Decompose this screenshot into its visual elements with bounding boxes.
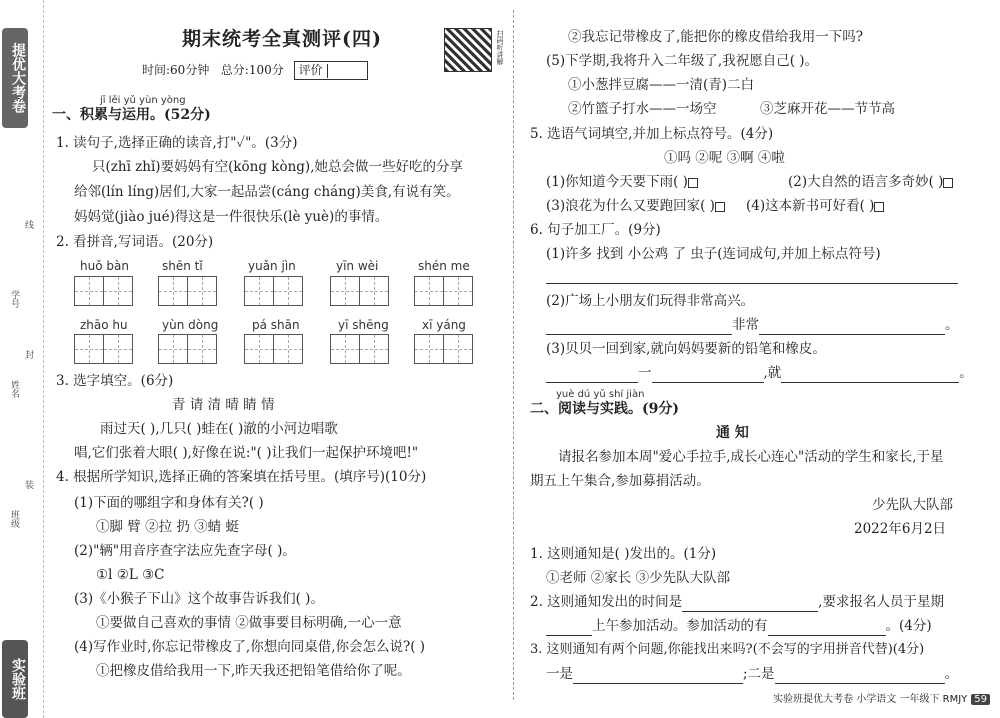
- q5-item-1: (1)你知道今天要下雨( ): [546, 173, 698, 192]
- exam-score: 总分:100分: [220, 63, 284, 77]
- pinyin-9: yī shēng: [338, 318, 389, 332]
- q4-line-6: ①要做自己喜欢的事情 ②做事要目标明确,一心一意: [96, 615, 402, 631]
- section1-pinyin: jī lěi yǔ yùn yòng: [100, 95, 186, 106]
- q4-title: 4. 根据所学知识,选择正确的答案填在括号里。(填序号)(10分): [56, 469, 427, 485]
- notice-sign: 少先队大队部: [872, 497, 953, 513]
- r3-one: 一是: [546, 666, 573, 682]
- r3-blank-2[interactable]: [775, 683, 945, 684]
- write-box-1[interactable]: [74, 276, 132, 306]
- label-seal-line: 线: [23, 220, 33, 229]
- q4-line-2: ①脚 臂 ②拉 扔 ③蜻 蜓: [96, 519, 239, 535]
- q3-chars: 青 请 清 晴 睛 情: [172, 397, 275, 413]
- q5-words: ①吗 ②呢 ③啊 ④啦: [664, 150, 785, 166]
- r3-two: ;二是: [743, 666, 775, 682]
- exam-meta: [142, 61, 368, 80]
- q5-item-4: (4)这本新书可好看( ): [746, 197, 884, 216]
- q4-line-5: (3)《小猴子下山》这个故事告诉我们( )。: [74, 591, 324, 607]
- notice-body-1: 请报名参加本周"爱心手拉手,成长心连心"活动的学生和家长,于星: [558, 449, 944, 465]
- r3-answer: [546, 665, 958, 684]
- pinyin-3: yuǎn jìn: [248, 259, 296, 273]
- qr-code-icon[interactable]: [444, 28, 492, 72]
- label-bind: 装: [23, 480, 33, 489]
- write-box-10[interactable]: [414, 334, 472, 364]
- r2-b: ,要求报名人员于星期: [818, 594, 944, 610]
- write-box-8[interactable]: [244, 334, 302, 364]
- q4-5-opt-2: ②竹篮子打水——一场空: [568, 101, 717, 117]
- q4-line-8: ①把橡皮借给我用一下,昨天我还把铅笔借给你了呢。: [96, 663, 411, 679]
- r3-title: 3. 这则通知有两个问题,你能找出来吗?(不会写的字用拼音代替)(4分): [530, 642, 925, 657]
- right-page: [528, 0, 990, 718]
- q6-2-answer[interactable]: 非常 。: [546, 316, 959, 335]
- q1-line-2: 给邻(lín líng)居们,大家一起品尝(cáng cháng)美食,有说有笑。: [74, 184, 460, 200]
- q4-line-4: ①l ②L ③C: [96, 567, 165, 583]
- label-seal: 封: [23, 350, 33, 359]
- pinyin-8: pá shān: [252, 318, 300, 332]
- footer: [773, 690, 990, 705]
- pinyin-2: shēn tǐ: [162, 259, 203, 273]
- r1-title: 1. 这则通知是( )发出的。(1分): [530, 546, 717, 562]
- q4-line-1: (1)下面的哪组字和身体有关?( ): [74, 495, 264, 511]
- notice-title: 通 知: [716, 425, 749, 441]
- q2-title: 2. 看拼音,写词语。(20分): [56, 234, 214, 250]
- q1-line-3: 妈妈觉(jiào jué)得这是一件很快乐(lè yuè)的事情。: [74, 209, 389, 225]
- section2-heading: 二、阅读与实践。(9分): [530, 401, 679, 417]
- q6-1: (1)许多 找到 小公鸡 了 虫子(连词成句,并加上标点符号): [546, 246, 881, 262]
- pinyin-1: huǒ bàn: [80, 259, 129, 273]
- r2-d: 。(4分): [885, 618, 932, 634]
- q6-title: 6. 句子加工厂。(9分): [530, 222, 661, 238]
- notice-body-2: 期五上午集合,参加募捐活动。: [530, 473, 710, 489]
- q5-checkbox-3[interactable]: [715, 202, 725, 212]
- page-title: 期末统考全真测评(四): [182, 28, 382, 50]
- r3-blank-1[interactable]: [573, 683, 743, 684]
- write-box-5[interactable]: [414, 276, 472, 306]
- pinyin-6: zhāo hu: [80, 318, 128, 332]
- brand-tab-bottom: 实验班: [2, 640, 28, 718]
- q4-line-7: (4)写作业时,你忘记带橡皮了,你想向同桌借,你会怎么说?( ): [74, 639, 426, 655]
- q4-option-2: ②我忘记带橡皮了,能把你的橡皮借给我用一下吗?: [568, 29, 864, 45]
- page-divider: [513, 10, 514, 700]
- write-box-6[interactable]: [74, 334, 132, 364]
- write-box-7[interactable]: [158, 334, 216, 364]
- r2-a: 2. 这则通知发出的时间是: [530, 594, 683, 610]
- q5-checkbox-2[interactable]: [943, 178, 953, 188]
- q1-line-1: 只(zhī zhǐ)要妈妈有空(kōng kòng),她总会做一些好吃的分享: [92, 159, 463, 175]
- label-class: 班级: [9, 510, 19, 528]
- exam-time: 时间:60分钟: [142, 63, 210, 77]
- q6-3-answer[interactable]: 一 ,就 。: [546, 364, 973, 383]
- section2-pinyin: yuè dú yǔ shí jiàn: [556, 389, 645, 400]
- q3-line-2: 唱,它们张着大眼( ),好像在说:"( )让我们一起保护环境吧!": [74, 445, 419, 461]
- q1-title: 1. 读句子,选择正确的读音,打"✓"。(3分): [56, 135, 298, 151]
- q5-title: 5. 选语气词填空,并加上标点符号。(4分): [530, 126, 774, 142]
- q4-5-opt-1: ①小葱拌豆腐——一清(青)二白: [568, 77, 755, 93]
- q6-1-answer-line[interactable]: [546, 270, 958, 284]
- pinyin-7: yùn dòng: [162, 318, 219, 332]
- evaluation-blank[interactable]: [327, 64, 363, 78]
- q5-checkbox-4[interactable]: [874, 202, 884, 212]
- write-box-3[interactable]: [244, 276, 302, 306]
- q3-line-1: 雨过天( ),几只( )蛙在( )澈的小河边唱歌: [100, 421, 338, 437]
- page-number: 59: [971, 694, 990, 705]
- q6-3-jiu: ,就: [763, 365, 782, 381]
- pinyin-4: yīn wèi: [336, 259, 379, 273]
- q4-line-3: (2)"辆"用音序查字法应先查字母( )。: [74, 543, 296, 559]
- pinyin-10: xī yáng: [422, 318, 466, 332]
- r1-options: ①老师 ②家长 ③少先队大队部: [546, 570, 731, 586]
- left-page: [52, 0, 502, 718]
- q6-3: (3)贝贝一回到家,就向妈妈要新的铅笔和橡皮。: [546, 341, 826, 357]
- brand-tab-top: 提优大考卷: [2, 28, 28, 128]
- notice-date: 2022年6月2日: [854, 521, 947, 537]
- r2-c: 上午参加活动。参加活动的有: [592, 618, 768, 634]
- binding-strip: [0, 0, 44, 718]
- section1-heading: 一、积累与运用。(52分): [52, 107, 211, 123]
- q5-item-3: (3)浪花为什么又要跑回家( ): [546, 197, 725, 216]
- q4-5-opt-3: ③芝麻开花——节节高: [760, 101, 895, 117]
- q6-3-dash: 一: [638, 365, 652, 381]
- q4-5: (5)下学期,我将升入二年级了,我祝愿自己( )。: [546, 53, 819, 69]
- r2-blank-1[interactable]: [682, 611, 818, 612]
- q3-title: 3. 选字填空。(6分): [56, 373, 174, 389]
- r2-blank-2[interactable]: [546, 635, 592, 636]
- q5-checkbox-1[interactable]: [688, 178, 698, 188]
- evaluation-label: 评价: [298, 63, 323, 77]
- footer-text: 实验班提优大考卷 小学语文 一年级下 RMJY: [773, 694, 968, 705]
- q5-item-2: (2)大自然的语言多奇妙( ): [788, 173, 953, 192]
- r2-line-2: [546, 617, 932, 636]
- write-box-2[interactable]: [158, 276, 216, 306]
- r2-line-1: [530, 593, 944, 612]
- r2-blank-3[interactable]: [768, 635, 886, 636]
- pinyin-5: shén me: [418, 259, 470, 273]
- r3-end: 。: [944, 666, 959, 682]
- label-student-id: 学号: [9, 290, 19, 308]
- write-box-9[interactable]: [330, 334, 388, 364]
- label-name: 姓名: [9, 380, 19, 398]
- evaluation-box: [294, 61, 368, 80]
- write-box-4[interactable]: [330, 276, 388, 306]
- qr-caption: 扫码听讲解: [496, 30, 504, 65]
- q6-2: (2)广场上小朋友们玩得非常高兴。: [546, 293, 755, 309]
- q6-2-mid: 非常: [732, 317, 759, 333]
